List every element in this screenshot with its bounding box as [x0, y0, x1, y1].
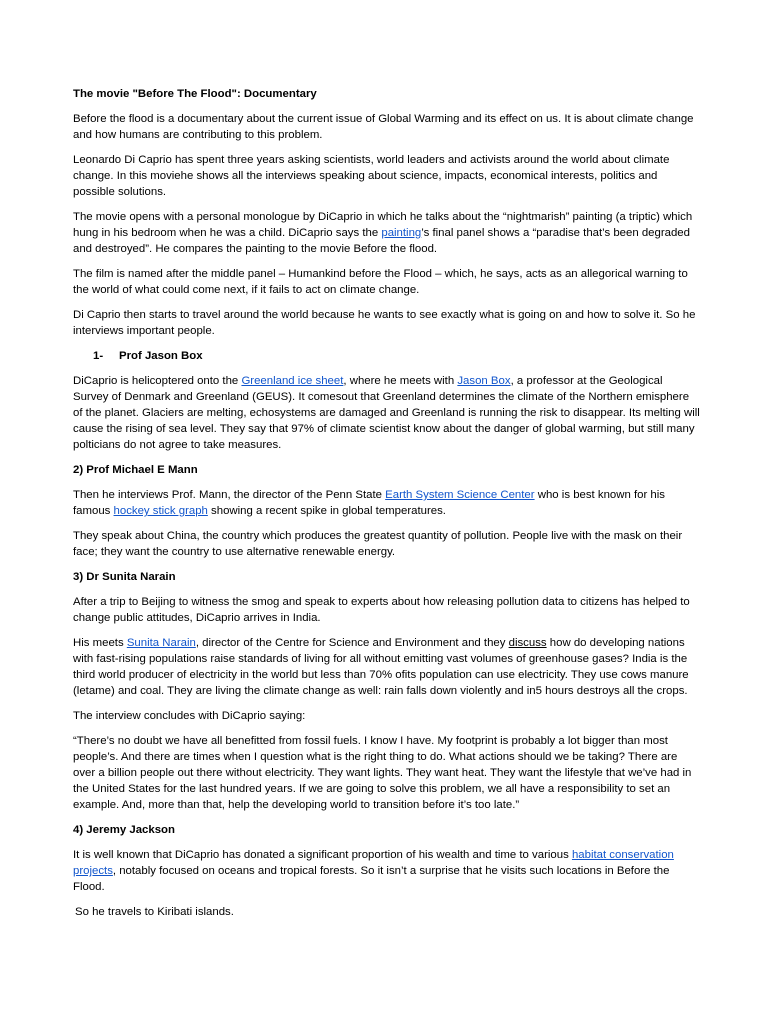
- jason-box-link[interactable]: Jason Box: [457, 375, 511, 387]
- paragraph-conservation: [73, 847, 700, 895]
- painting-link[interactable]: painting: [381, 227, 422, 239]
- paragraph-travel: Di Caprio then starts to travel around the world because he wants to see exactly what is going on and how to solve it. So he interviews important people.: [73, 309, 696, 337]
- paragraph-kiribati: So he travels to Kiribati islands.: [75, 906, 234, 918]
- heading-jeremy-jackson: 4) Jeremy Jackson: [73, 824, 175, 836]
- text-segment: DiCaprio is helicoptered onto the: [73, 375, 242, 387]
- hockey-stick-graph-link[interactable]: hockey stick graph: [113, 505, 208, 517]
- text-segment: showing a recent spike in global temperatures.: [207, 505, 446, 517]
- sunita-narain-link[interactable]: Sunita Narain: [126, 637, 196, 649]
- text-segment: , director of the Centre for Science and Environment and they: [195, 637, 509, 649]
- paragraph-mann: [73, 487, 700, 519]
- paragraph-monologue: [73, 209, 700, 257]
- paragraph-film-name: The film is named after the middle panel – Humankind before the Flood – which, he says, acts as an allegorical warning to the world of what could come next, if it fails to act on climate change.: [73, 268, 688, 296]
- paragraph-china: They speak about China, the country which produces the greatest quantity of pollution. People live with the mask on their face; they want the country to use alternative renewable energy.: [73, 530, 683, 558]
- paragraph-intro: Before the flood is a documentary about the current issue of Global Warming and its effect on us. It is about climate change and how humans are contributing to this problem.: [73, 113, 694, 141]
- habitat-conservation-link[interactable]: habitat conservation projects: [73, 849, 674, 877]
- heading-jason-box: [73, 348, 700, 364]
- paragraph-greenland: [73, 373, 700, 453]
- text-segment: His meets: [73, 637, 127, 649]
- heading-text: Prof Jason Box: [119, 350, 203, 362]
- text-segment: , where he meets with: [343, 375, 458, 387]
- heading-michael-mann: 2) Prof Michael E Mann: [73, 464, 198, 476]
- paragraph-interview-conclusion: The interview concludes with DiCaprio saying:: [73, 710, 306, 722]
- heading-sunita-narain: 3) Dr Sunita Narain: [73, 571, 176, 583]
- paragraph-quote: “There’s no doubt we have all benefitted from fossil fuels. I know I have. My footprint is probably a lot bigger than most people’s. And there are times when I question what is the right thing to do. What actions should we be taking? There are over a billion people out there without electricity. They want lights. They want heat. They want the lifestyle that we’ve had in the United States for the last hundred years. If we are going to solve this problem, we all have a responsibility to set an example. And, more than that, help the developing world to transition before it’s too late.”: [73, 735, 692, 811]
- text-segment: how do developing nations with fast-rising populations raise standards of living for all without emitting vast volumes of greenhouse gases? India is the third world producer of electricity in the world but less than 70% ofits population can use electricity. They use cows manure (letame) and coal. They are living the climate change as well: rain falls down violently and in5 hours destroys all the crops.: [73, 637, 689, 697]
- earth-system-science-center-link[interactable]: Earth System Science Center: [385, 489, 535, 501]
- text-segment: , a professor at the Geological Survey of Denmark and Greenland (GEUS). It comesout that Greenland determines the climate of the Northern emisphere of the planet. Glaciers are melting, echosystems are damaged and Greenland is running the risk to disappear. Its melting will cause the rising of sea level. They say that 97% of climate scientist know about the danger of global warming, but still many polticians do not agree to take measures.: [73, 375, 700, 451]
- discuss-underlined: discuss: [508, 637, 547, 649]
- paragraph-india: [73, 635, 700, 699]
- paragraph-dicaprio-research: Leonardo Di Caprio has spent three years asking scientists, world leaders and activists around the world about climate change. In this moviehe shows all the interviews speaking about science, impacts, economical interests, politics and possible solutions.: [73, 154, 670, 198]
- document-title: The movie "Before The Flood": Documentary: [73, 88, 317, 100]
- text-segment: ’s final panel shows a “paradise that’s been degraded and destroyed”. He compares the painting to the movie Before the flood.: [73, 227, 690, 255]
- text-segment: The movie opens with a personal monologue by DiCaprio in which he talks about the “nightmarish” painting (a triptic) which hung in his bedroom when he was a child. DiCaprio says the: [73, 211, 693, 239]
- text-segment: , notably focused on oceans and tropical forests. So it isn’t a surprise that he visits such locations in Before the Flood.: [73, 865, 670, 893]
- greenland-ice-sheet-link[interactable]: Greenland ice sheet: [241, 375, 344, 387]
- text-segment: Then he interviews Prof. Mann, the director of the Penn State: [73, 489, 386, 501]
- text-segment: who is best known for his famous: [73, 489, 665, 517]
- text-segment: It is well known that DiCaprio has donated a significant proportion of his wealth and time to various: [73, 849, 572, 861]
- paragraph-beijing: After a trip to Beijing to witness the smog and speak to experts about how releasing pollution data to citizens has helped to change public attitudes, DiCaprio arrives in India.: [73, 596, 690, 624]
- document-body: [73, 86, 700, 929]
- list-number: 1-: [93, 350, 104, 362]
